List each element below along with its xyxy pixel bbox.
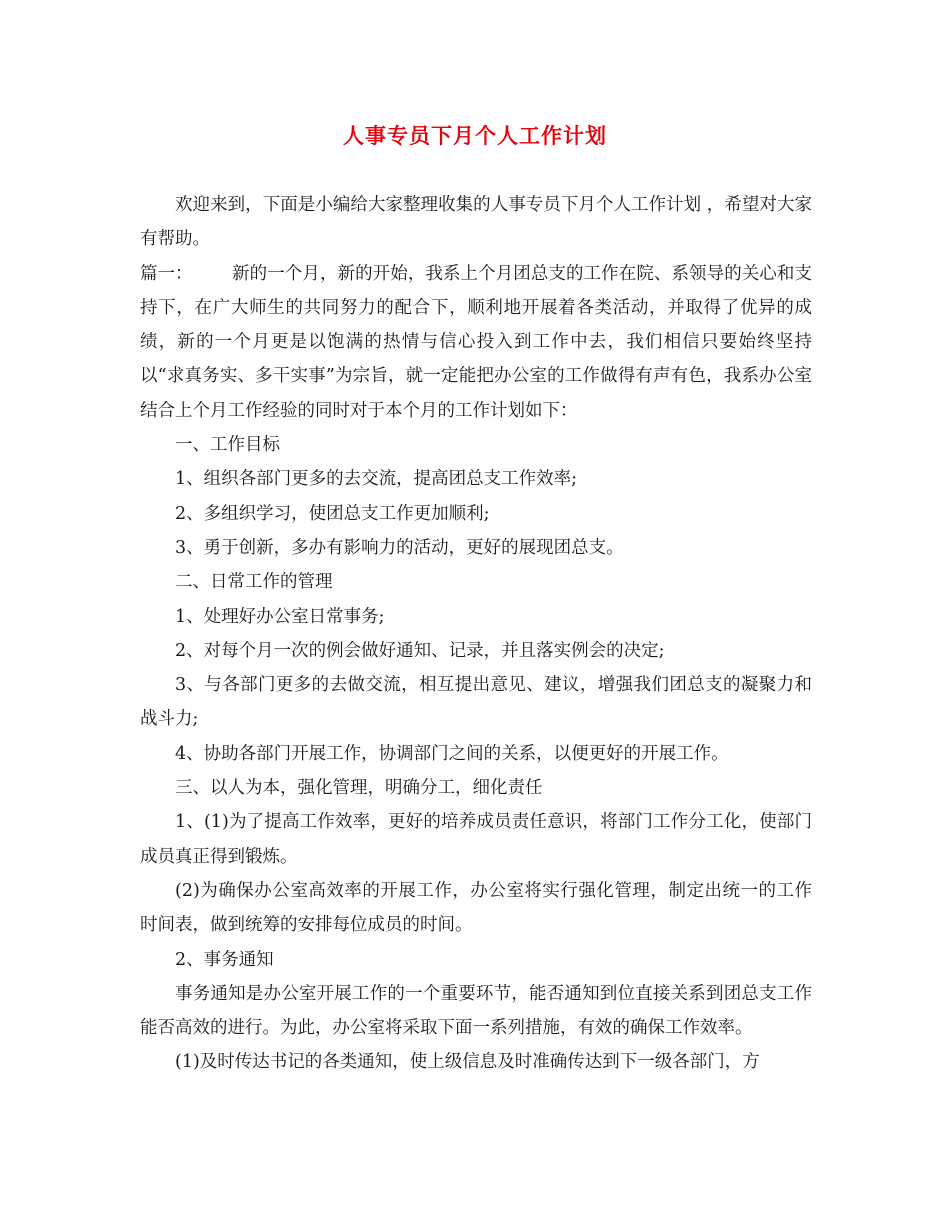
- list-item: 3、勇于创新，多办有影响力的活动，更好的展现团总支。: [175, 537, 624, 558]
- paragraph-text: 新的一个月，新的开始，我系上个月团总支的工作在院、系领导的关心和支持下，在广大师生的共同努力的配合下，顺利地开展着各类活动，并取得了优异的成绩，新的一个月更是以饱满的热情与信心投入到工作中去，我们相信只要始终坚持以“求真务实、多干实事”为宗旨，就一定能把办公室的工作做得有声有色，我系办公室结合上个月工作经验的同时对于本个月的工作计划如下：: [140, 263, 812, 421]
- list-item: 2、多组织学习，使团总支工作更加顺利;: [175, 503, 490, 524]
- paragraph: 事务通知是办公室开展工作的一个重要环节，能否通知到位直接关系到团总支工作能否高效的进行。为此，办公室将采取下面一系列措施，有效的确保工作效率。: [140, 983, 812, 1039]
- document-body: [140, 188, 812, 1080]
- section-one-paragraph: [140, 257, 812, 428]
- heading-daily-management: 二、日常工作的管理: [175, 572, 333, 593]
- list-item: 1、组织各部门更多的去交流，提高团总支工作效率;: [175, 469, 578, 490]
- heading-goals: 一、工作目标: [175, 435, 280, 456]
- list-item: (1)及时传达书记的各类通知，使上级信息及时准确传达到下一级各部门，方: [175, 1052, 760, 1073]
- heading-notices: 2、事务通知: [175, 949, 274, 970]
- list-item: 1、(1)为了提高工作效率，更好的培养成员责任意识，将部门工作分工化，使部门成员真正得到锻炼。: [140, 812, 812, 867]
- intro-paragraph: 欢迎来到，下面是小编给大家整理收集的人事专员下月个人工作计划 ，希望对大家有帮助。: [140, 195, 812, 250]
- heading-people-oriented: 三、以人为本，强化管理，明确分工，细化责任: [175, 778, 543, 799]
- list-item: 1、处理好办公室日常事务;: [175, 606, 385, 627]
- list-item: 2、对每个月一次的例会做好通知、记录，并且落实例会的决定;: [175, 640, 665, 661]
- list-item: 3、与各部门更多的去做交流，相互提出意见、建议，增强我们团总支的凝聚力和战斗力;: [140, 675, 812, 730]
- list-item: 4、协助各部门开展工作，协调部门之间的关系，以便更好的开展工作。: [175, 743, 729, 764]
- document-title: 人事专员下月个人工作计划: [343, 124, 607, 148]
- section-label: 篇一：: [140, 263, 193, 284]
- list-item: (2)为确保办公室高效率的开展工作，办公室将实行强化管理，制定出统一的工作时间表，做到统筹的安排每位成员的时间。: [140, 880, 812, 936]
